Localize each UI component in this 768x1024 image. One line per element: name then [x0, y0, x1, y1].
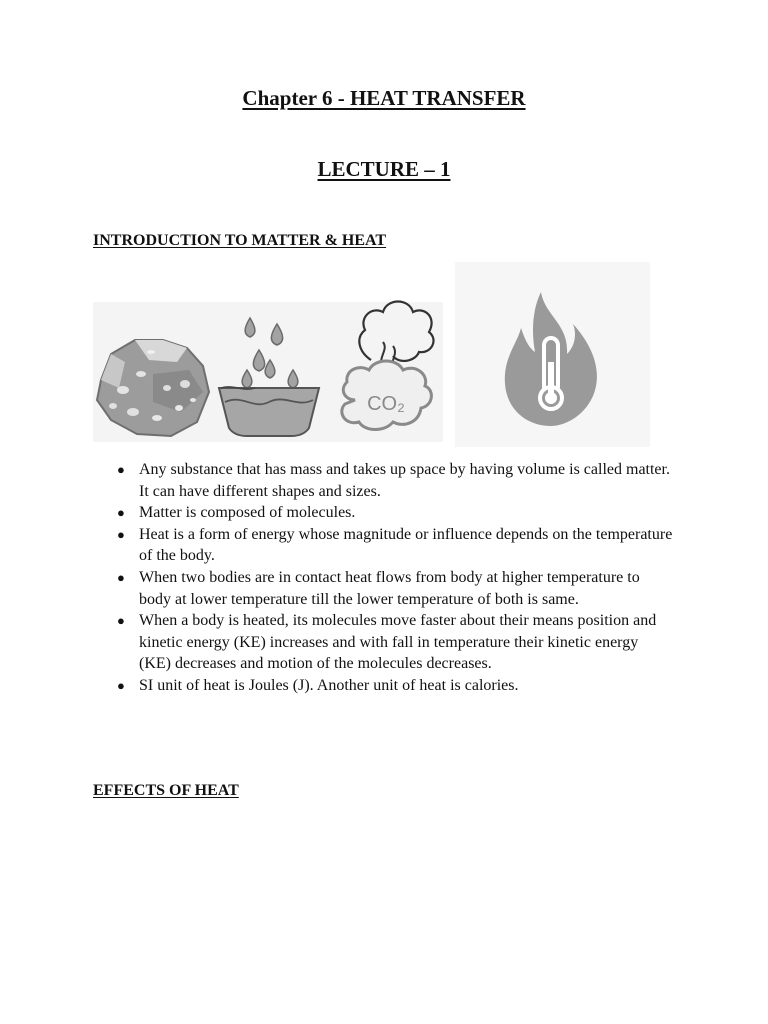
states-of-matter-illustration	[93, 262, 653, 447]
lecture-title: LECTURE – 1	[317, 157, 451, 181]
list-item	[93, 524, 673, 567]
list-item	[93, 459, 673, 502]
chapter-title: Chapter 6 - HEAT TRANSFER	[242, 86, 526, 110]
bullet-icon: ●	[117, 613, 125, 629]
list-item-text: Matter is composed of molecules.	[139, 504, 356, 522]
intro-bullet-list	[93, 459, 673, 697]
bullet-icon: ●	[117, 677, 125, 693]
intro-section-heading: INTRODUCTION TO MATTER & HEAT	[93, 232, 387, 249]
bullet-icon: ●	[117, 526, 125, 542]
effects-section-heading: EFFECTS OF HEAT	[93, 782, 239, 799]
list-item-text: When a body is heated, its molecules move faster about their means position and kinetic energy (KE) increases and with fall in temperature their kinetic energy (KE) decreases and motion of the molecules decreases.	[139, 612, 657, 673]
list-item-text: When two bodies are in contact heat flows from body at higher temperature to body at lower temperature till the lower temperature of both is same.	[139, 568, 640, 608]
list-item-text: SI unit of heat is Joules (J). Another unit of heat is calories.	[139, 676, 519, 694]
bullet-icon: ●	[117, 505, 125, 521]
list-item	[93, 675, 673, 697]
list-item-text: Any substance that has mass and takes up space by having volume is called matter. It can have different shapes and sizes.	[139, 461, 670, 500]
rock-icon	[97, 340, 209, 436]
list-item-text: Heat is a form of energy whose magnitude or influence depends on the temperature of the body.	[139, 525, 673, 565]
list-item	[93, 567, 673, 610]
bullet-icon: ●	[117, 569, 125, 585]
list-item	[93, 502, 673, 524]
bullet-icon: ●	[117, 462, 125, 477]
list-item	[93, 610, 673, 675]
co2-label: CO₂	[367, 393, 405, 415]
